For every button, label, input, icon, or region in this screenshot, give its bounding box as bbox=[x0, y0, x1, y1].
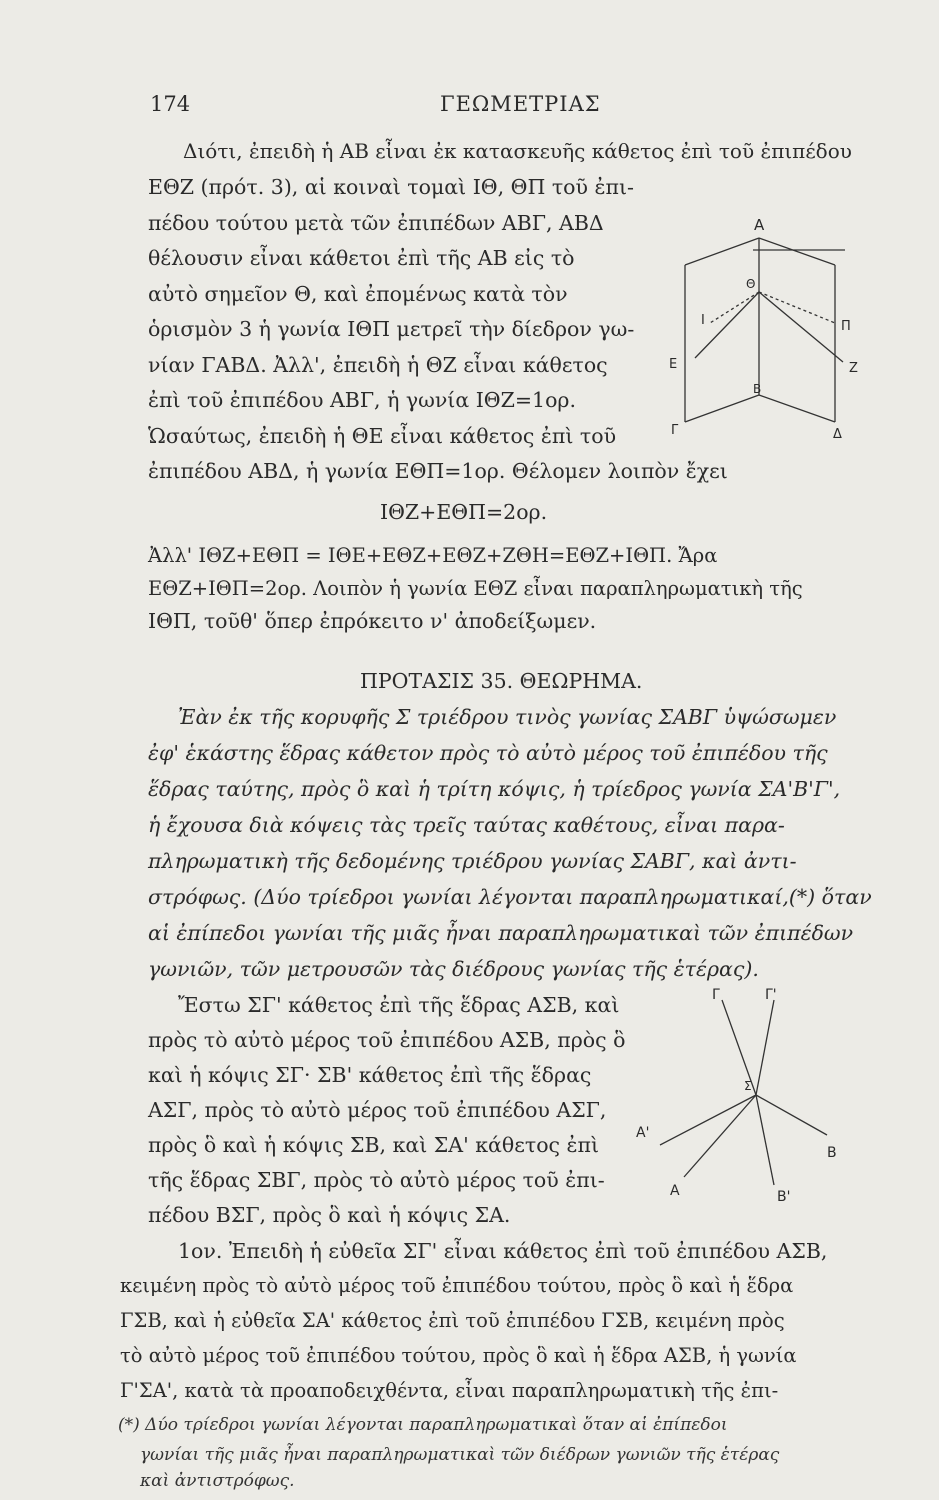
edge-plane2-bottom bbox=[759, 395, 835, 422]
handwritten-footnote: (*) Δύο τρίεδροι γωνίαι λέγονται παραπληρωματικαὶ ὅταν αἱ ἐπίπεδοι bbox=[118, 1415, 728, 1435]
theorem-line: πληρωματικὴ τῆς δεδομένης τριέδρου γωνίας ΣΑΒΓ, καὶ ἀντι- bbox=[148, 849, 797, 873]
label-G: Γ bbox=[712, 987, 720, 1003]
dihedral-figure bbox=[665, 210, 875, 440]
edge-plane2-top bbox=[759, 238, 835, 265]
label-P: Π bbox=[841, 319, 851, 334]
edge-S-A bbox=[684, 1095, 756, 1177]
text-line: Γ'ΣΑ', κατὰ τὰ προαποδειχθέντα, εἶναι παραπληρωματικὴ τῆς ἐπι- bbox=[120, 1379, 779, 1402]
label-Gp: Γ' bbox=[765, 987, 777, 1003]
text-line: ΓΣΒ, καὶ ἡ εὐθεῖα ΣΑ' κάθετος ἐπὶ τοῦ ἐπιπέδου ΓΣΒ, κειμένη πρὸς bbox=[120, 1309, 785, 1332]
label-D: Δ bbox=[833, 427, 842, 440]
text-line: κειμένη πρὸς τὸ αὐτὸ μέρος τοῦ ἐπιπέδου τούτου, πρὸς ὃ καὶ ἡ ἕδρα bbox=[120, 1274, 794, 1297]
text-line: ὁρισμὸν 3 ἡ γωνία ΙΘΠ μετρεῖ τὴν δίεδρον γω- bbox=[148, 317, 635, 341]
line-Theta-Z bbox=[759, 292, 843, 362]
text-line: νίαν ΓΑΒΔ. Ἀλλ', ἐπειδὴ ἡ ΘΖ εἶναι κάθετος bbox=[148, 353, 608, 377]
label-A: Α bbox=[670, 1183, 680, 1199]
handwritten-footnote: καὶ ἀντιστρόφως. bbox=[140, 1471, 295, 1491]
page-header bbox=[150, 92, 870, 126]
text-line: πέδου ΒΣΓ, πρὸς ὃ καὶ ἡ κόψις ΣΑ. bbox=[148, 1203, 511, 1227]
text-line: ἐπιπέδου ΑΒΔ, ἡ γωνία ΕΘΠ=1ορ. Θέλομεν λοιπὸν ἔχει bbox=[148, 459, 728, 483]
text-line: Ἀλλ' ΙΘΖ+ΕΘΠ = ΙΘΕ+ΕΘΖ+ΕΘΖ+ΖΘΗ=ΕΘΖ+ΙΘΠ. Ἄρα bbox=[148, 544, 718, 567]
page-number: 174 bbox=[150, 92, 191, 116]
text-line: πέδου τούτου μετὰ τῶν ἐπιπέδων ΑΒΓ, ΑΒΔ bbox=[148, 211, 604, 235]
text-line: θέλουσιν εἶναι κάθετοι ἐπὶ τῆς ΑΒ εἰς τὸ bbox=[148, 246, 575, 270]
text-line: 1ον. Ἐπειδὴ ἡ εὐθεῖα ΣΓ' εἶναι κάθετος ἐπὶ τοῦ ἐπιπέδου ΑΣΒ, bbox=[178, 1239, 828, 1263]
running-title: ΓΕΩΜΕΤΡΙΑΣ bbox=[440, 92, 601, 116]
label-A: Α bbox=[754, 216, 765, 234]
theorem-line: ἐφ' ἑκάστης ἕδρας κάθετον πρὸς τὸ αὐτὸ μέρος τοῦ ἐπιπέδου τῆς bbox=[148, 741, 828, 765]
proposition-heading: ΠΡΟΤΑΣΙΣ 35. ΘΕΩΡΗΜΑ. bbox=[360, 669, 643, 693]
text-line: τῆς ἕδρας ΣΒΓ, πρὸς τὸ αὐτὸ μέρος τοῦ ἐπι- bbox=[148, 1168, 605, 1192]
line-Theta-I bbox=[710, 292, 759, 323]
theorem-line: Ἐὰν ἐκ τῆς κορυφῆς Σ τριέδρου τινὸς γωνίας ΣΑΒΓ ὑψώσωμεν bbox=[178, 705, 837, 729]
text-line: ΕΘΖ+ΙΘΠ=2ορ. Λοιπὸν ἡ γωνία ΕΘΖ εἶναι παραπληρωματικὴ τῆς bbox=[148, 577, 803, 600]
text-line: πρὸς ὃ καὶ ἡ κόψις ΣΒ, καὶ ΣΑ' κάθετος ἐπὶ bbox=[148, 1133, 600, 1157]
handwritten-footnote: γωνίαι τῆς μιᾶς ἦναι παραπληρωματικαὶ τῶν διέδρων γωνιῶν τῆς ἑτέρας bbox=[140, 1445, 780, 1465]
edge-plane1-bottom bbox=[685, 395, 759, 422]
text-line: τὸ αὐτὸ μέρος τοῦ ἐπιπέδου τούτου, πρὸς ὃ καὶ ἡ ἕδρα ΑΣΒ, ἡ γωνία bbox=[120, 1344, 797, 1367]
label-Z: Ζ bbox=[849, 361, 858, 376]
label-Ap: Α' bbox=[636, 1125, 650, 1141]
edge-S-B bbox=[756, 1095, 827, 1135]
edge-S-Gp bbox=[756, 1000, 774, 1095]
label-Bp: Β' bbox=[777, 1189, 791, 1205]
text-line: Ὡσαύτως, ἐπειδὴ ἡ ΘΕ εἶναι κάθετος ἐπὶ τοῦ bbox=[148, 424, 617, 448]
label-Theta: Θ bbox=[746, 277, 756, 291]
text-line: ἐπὶ τοῦ ἐπιπέδου ΑΒΓ, ἡ γωνία ΙΘΖ=1ορ. bbox=[148, 388, 576, 412]
edge-S-Ap bbox=[660, 1095, 756, 1145]
theorem-line: ἕδρας ταύτης, πρὸς ὃ καὶ ἡ τρίτη κόψις, ἡ τρίεδρος γωνία ΣΑ'Β'Γ', bbox=[148, 777, 841, 801]
text-line: πρὸς τὸ αὐτὸ μέρος τοῦ ἐπιπέδου ΑΣΒ, πρὸς ὃ bbox=[148, 1028, 626, 1052]
text-line: ΕΘΖ (πρότ. 3), αἱ κοιναὶ τομαὶ ΙΘ, ΘΠ τοῦ ἐπι- bbox=[148, 175, 634, 199]
text-line: ΙΘΠ, τοῦθ' ὅπερ ἐπρόκειτο ν' ἀποδείξωμεν. bbox=[148, 609, 597, 633]
label-I: Ι bbox=[701, 313, 705, 328]
theorem-line: στρόφως. (Δύο τρίεδροι γωνίαι λέγονται παραπληρωματικαί,(*) ὅταν bbox=[148, 885, 872, 909]
text-line: καὶ ἡ κόψις ΣΓ· ΣΒ' κάθετος ἐπὶ τῆς ἕδρας bbox=[148, 1063, 592, 1087]
label-G: Γ bbox=[671, 423, 679, 438]
theorem-line: γωνιῶν, τῶν μετρουσῶν τὰς διέδρους γωνίας τῆς ἑτέρας). bbox=[148, 957, 759, 981]
label-B: Β bbox=[827, 1145, 837, 1161]
text-line: Ἔστω ΣΓ' κάθετος ἐπὶ τῆς ἕδρας ΑΣΒ, καὶ bbox=[178, 993, 620, 1017]
edge-S-Bp bbox=[756, 1095, 774, 1185]
text-line: Διότι, ἐπειδὴ ἡ ΑΒ εἶναι ἐκ κατασκευῆς κάθετος ἐπὶ τοῦ ἐπιπέδου bbox=[183, 139, 852, 163]
equation: ΙΘΖ+ΕΘΠ=2ορ. bbox=[380, 500, 548, 524]
theorem-line: ἡ ἔχουσα διὰ κόψεις τὰς τρεῖς ταύτας καθέτους, εἶναι παρα- bbox=[148, 813, 785, 837]
edge-plane1-top bbox=[685, 238, 759, 265]
line-Theta-P bbox=[759, 292, 835, 323]
text-line: ΑΣΓ, πρὸς τὸ αὐτὸ μέρος τοῦ ἐπιπέδου ΑΣΓ, bbox=[148, 1098, 607, 1122]
theorem-line: αἱ ἐπίπεδοι γωνίαι τῆς μιᾶς ἦναι παραπληρωματικαὶ τῶν ἐπιπέδων bbox=[148, 921, 854, 945]
label-E: Ε bbox=[669, 357, 678, 372]
label-B: Β bbox=[753, 382, 762, 396]
label-S: Σ bbox=[744, 1079, 752, 1093]
text-line: αὐτὸ σημεῖον Θ, καὶ ἐπομένως κατὰ τὸν bbox=[148, 282, 568, 306]
trihedral-figure bbox=[632, 985, 852, 1215]
